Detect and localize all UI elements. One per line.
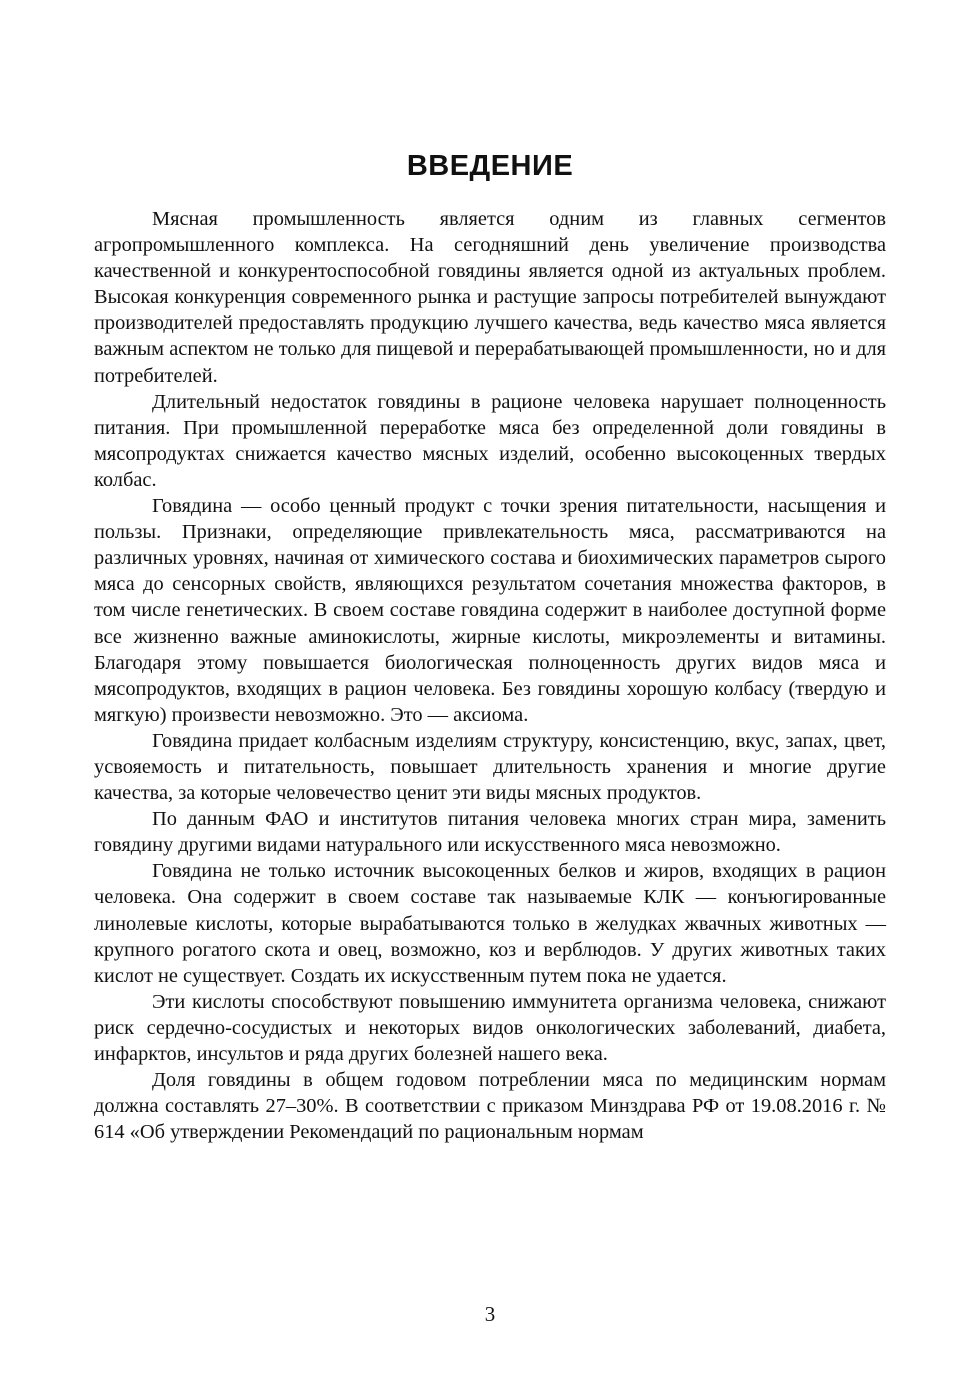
paragraph: Эти кислоты способствуют повышению иммунитета организма человека, снижают риск сердечно-сосудистых и некоторых видов онкологических заболеваний, диабета, инфарктов, инсультов и ряда других болезней нашего века. xyxy=(94,990,886,1065)
paragraph: Длительный недостаток говядины в рационе человека нарушает полноценность питания. При промышленной переработке мяса без определенной доли говядины в мясопродуктах снижается качество мясных изделий, особенно высокоценных твердых колбас. xyxy=(94,390,886,491)
paragraph: Говядина не только источник высокоценных белков и жиров, входящих в рацион человека. Она содержит в своем составе так называемые КЛК — конъюгированные линолевые кислоты, которые вырабатываются только в желудках жвачных животных — крупного рогатого скота и овец, возможно, коз и верблюдов. У других животных таких кислот не существует. Создать их искусственным путем пока не удается. xyxy=(94,860,886,987)
paragraph: Говядина — особо ценный продукт с точки зрения питательности, насыщения и пользы. Признаки, определяющие привлекательность мяса, рассматриваются на различных уровнях, начиная от химического состава и биохимических параметров сырого мяса до сенсорных свойств, являющихся результатом сочетания множества факторов, в том числе генетических. В своем составе говядина содержит в наиболее доступной форме все жизненно важные аминокислоты, жирные кислоты, микроэлементы и витамины. Благодаря этому повышается биологическая полноценность других видов мяса и мясопродуктов, входящих в рацион человека. Без говядины хорошую колбасу (твердую и мягкую) произвести невозможно. Это — аксиома. xyxy=(94,495,886,726)
paragraph: Говядина придает колбасным изделиям структуру, консистенцию, вкус, запах, цвет, усвояемость и питательность, повышает длительность хранения и многие другие качества, за которые человечество ценит эти виды мясных продуктов. xyxy=(94,729,886,805)
paragraph: По данным ФАО и институтов питания человека многих стран мира, заменить говядину другими видами натурального или искусственного мяса невозможно. xyxy=(94,808,886,857)
paragraph: Доля говядины в общем годовом потреблении мяса по медицинским нормам должна составлять 27–30%. В соответствии с приказом Минздрава РФ от 19.08.2016 г. № 614 «Об утверждении Рекомендаций по рациональным нормам xyxy=(94,1069,886,1144)
page-title: ВВЕДЕНИЕ xyxy=(406,150,574,182)
page-number: 3 xyxy=(484,1302,496,1326)
body-text xyxy=(94,206,886,1145)
paragraph: Мясная промышленность является одним из главных сегментов агропромышленного комплекса. На сегодняшний день увеличение производства качественной и конкурентоспособной говядины является одной из актуальных проблем. Высокая конкуренция современного рынка и растущие запросы потребителей вынуждают производителей предоставлять продукцию лучшего качества, ведь качество мяса является важным аспектом не только для пищевой и перерабатывающей промышленности, но и для потребителей. xyxy=(94,208,886,387)
